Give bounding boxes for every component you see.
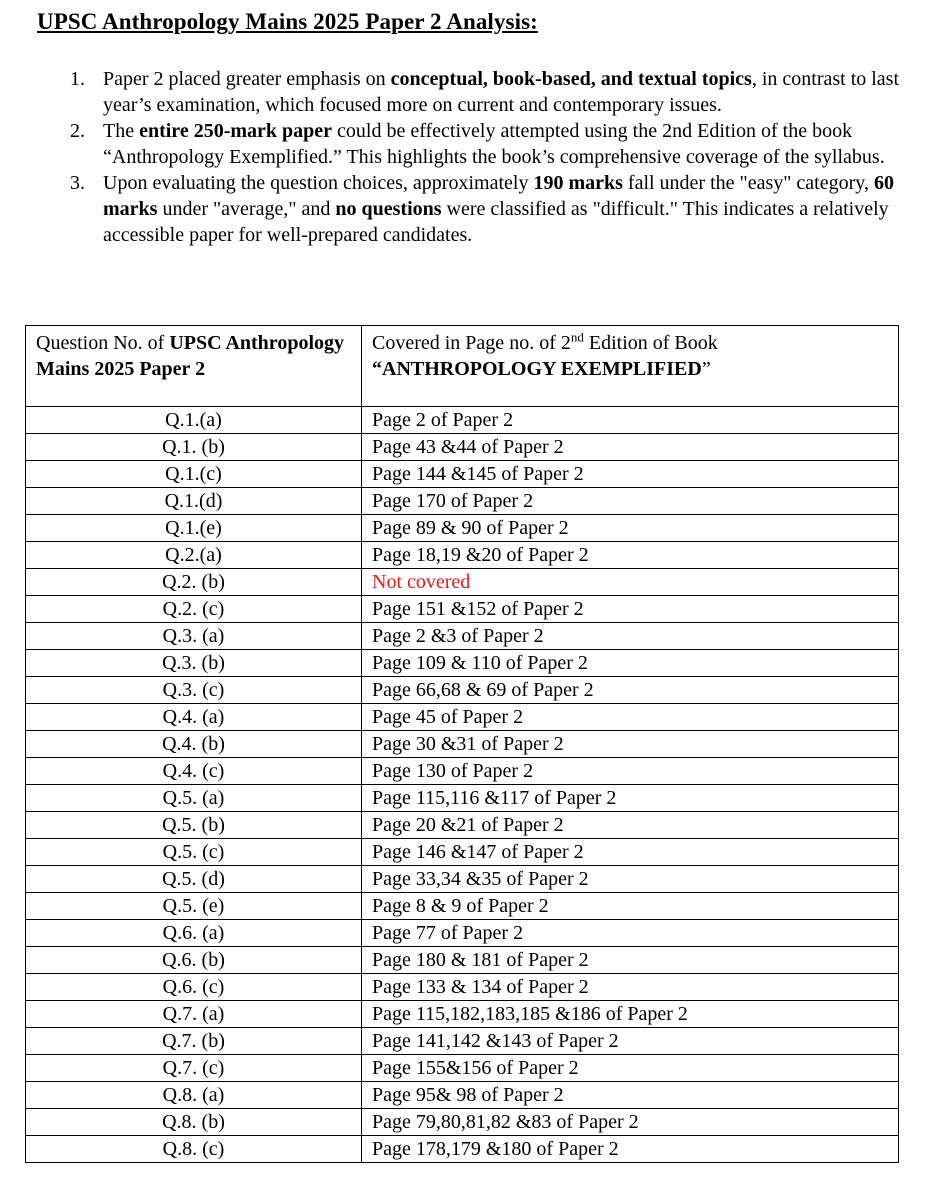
- table-row: [26, 1028, 899, 1055]
- question-number-cell: Q.1. (b): [26, 434, 362, 461]
- question-number-cell: Q.5. (c): [26, 839, 362, 866]
- question-number-cell: Q.7. (b): [26, 1028, 362, 1055]
- table-row: [26, 407, 899, 434]
- table-row: [26, 731, 899, 758]
- page-reference-cell: Page 170 of Paper 2: [362, 488, 899, 515]
- point-number: 3.: [70, 172, 85, 194]
- analysis-point-3: 3. Upon evaluating the question choices, approximately 190 marks fall under the "easy" category, 60 marks under "average," and no questions were classified as "difficult." This indicates a relatively accessible paper for well-prepared candidates.: [70, 172, 894, 246]
- question-number-cell: Q.2. (c): [26, 596, 362, 623]
- question-number-cell: Q.1.(c): [26, 461, 362, 488]
- question-number-cell: Q.6. (b): [26, 947, 362, 974]
- table-row: [26, 947, 899, 974]
- table-row: [26, 1001, 899, 1028]
- question-number-cell: Q.5. (d): [26, 866, 362, 893]
- page-reference-cell: Page 33,34 &35 of Paper 2: [362, 866, 899, 893]
- analysis-point-1: 1. Paper 2 placed greater emphasis on conceptual, book-based, and textual topics, in contrast to last year’s examination, which focused more on current and contemporary issues.: [70, 68, 900, 116]
- question-number-cell: Q.3. (a): [26, 623, 362, 650]
- question-number-cell: Q.1.(a): [26, 407, 362, 434]
- table-row: [26, 704, 899, 731]
- page-reference-cell: Page 144 &145 of Paper 2: [362, 461, 899, 488]
- page-reference-cell: Page 178,179 &180 of Paper 2: [362, 1136, 899, 1163]
- page-mapping-table: [25, 325, 899, 1163]
- page-reference-cell: Page 146 &147 of Paper 2: [362, 839, 899, 866]
- page-reference-cell: Page 151 &152 of Paper 2: [362, 596, 899, 623]
- table-row: [26, 434, 899, 461]
- page-reference-cell: Page 66,68 & 69 of Paper 2: [362, 677, 899, 704]
- page-reference-cell: Page 95& 98 of Paper 2: [362, 1082, 899, 1109]
- page-reference-cell: Page 20 &21 of Paper 2: [362, 812, 899, 839]
- table-row: [26, 893, 899, 920]
- question-number-cell: Q.8. (b): [26, 1109, 362, 1136]
- header-covered-page: Covered in Page no. of 2nd Edition of Book “ANTHROPOLOGY EXEMPLIFIED”: [362, 326, 899, 407]
- page-reference-cell: Page 30 &31 of Paper 2: [362, 731, 899, 758]
- page-reference-cell: Page 130 of Paper 2: [362, 758, 899, 785]
- question-number-cell: Q.6. (c): [26, 974, 362, 1001]
- question-number-cell: Q.8. (c): [26, 1136, 362, 1163]
- table-row: [26, 920, 899, 947]
- question-number-cell: Q.8. (a): [26, 1082, 362, 1109]
- table-row: [26, 812, 899, 839]
- table-row: [26, 461, 899, 488]
- question-number-cell: Q.7. (a): [26, 1001, 362, 1028]
- table-row: [26, 866, 899, 893]
- table-row: [26, 839, 899, 866]
- header-question-no: Question No. of UPSC Anthropology Mains 2025 Paper 2: [26, 326, 362, 407]
- page-reference-cell: Page 18,19 &20 of Paper 2: [362, 542, 899, 569]
- table-row: [26, 785, 899, 812]
- table-row: [26, 542, 899, 569]
- page-reference-cell: Page 43 &44 of Paper 2: [362, 434, 899, 461]
- page-reference-cell: Page 115,182,183,185 &186 of Paper 2: [362, 1001, 899, 1028]
- table-row: [26, 974, 899, 1001]
- question-number-cell: Q.5. (e): [26, 893, 362, 920]
- analysis-points: [70, 66, 900, 248]
- table-row: [26, 1109, 899, 1136]
- point-number: 1.: [70, 68, 85, 90]
- table-row: [26, 677, 899, 704]
- question-number-cell: Q.4. (c): [26, 758, 362, 785]
- page-reference-cell: Page 2 &3 of Paper 2: [362, 623, 899, 650]
- page-reference-cell: Page 180 & 181 of Paper 2: [362, 947, 899, 974]
- question-number-cell: Q.2.(a): [26, 542, 362, 569]
- question-number-cell: Q.2. (b): [26, 569, 362, 596]
- page-reference-cell: Page 141,142 &143 of Paper 2: [362, 1028, 899, 1055]
- page-reference-cell: Page 45 of Paper 2: [362, 704, 899, 731]
- table-body: [26, 407, 899, 1163]
- question-number-cell: Q.7. (c): [26, 1055, 362, 1082]
- table-row: [26, 1136, 899, 1163]
- table-row: [26, 569, 899, 596]
- page-reference-cell: Page 79,80,81,82 &83 of Paper 2: [362, 1109, 899, 1136]
- question-number-cell: Q.6. (a): [26, 920, 362, 947]
- table-row: [26, 650, 899, 677]
- page-reference-cell: Page 89 & 90 of Paper 2: [362, 515, 899, 542]
- point-number: 2.: [70, 120, 85, 142]
- table-header-row: [26, 326, 899, 407]
- table-row: [26, 515, 899, 542]
- page-reference-cell: Page 77 of Paper 2: [362, 920, 899, 947]
- analysis-point-2: 2. The entire 250-mark paper could be effectively attempted using the 2nd Edition of the book “Anthropology Exemplified.” This highlights the book’s comprehensive coverage of the syllabus.: [70, 120, 885, 168]
- page-reference-cell: Page 2 of Paper 2: [362, 407, 899, 434]
- page-title: UPSC Anthropology Mains 2025 Paper 2 Analysis:: [37, 9, 538, 34]
- page-reference-cell: Page 155&156 of Paper 2: [362, 1055, 899, 1082]
- question-number-cell: Q.3. (c): [26, 677, 362, 704]
- table-row: [26, 758, 899, 785]
- page-reference-cell: Page 115,116 &117 of Paper 2: [362, 785, 899, 812]
- question-number-cell: Q.5. (a): [26, 785, 362, 812]
- table-row: [26, 1055, 899, 1082]
- table-row: [26, 488, 899, 515]
- table-row: [26, 1082, 899, 1109]
- page-reference-cell: Page 109 & 110 of Paper 2: [362, 650, 899, 677]
- question-number-cell: Q.3. (b): [26, 650, 362, 677]
- question-number-cell: Q.4. (b): [26, 731, 362, 758]
- question-number-cell: Q.1.(d): [26, 488, 362, 515]
- question-number-cell: Q.5. (b): [26, 812, 362, 839]
- table-row: [26, 623, 899, 650]
- table-row: [26, 596, 899, 623]
- page-reference-cell: Page 8 & 9 of Paper 2: [362, 893, 899, 920]
- question-number-cell: Q.4. (a): [26, 704, 362, 731]
- page-reference-cell: Not covered: [362, 569, 899, 596]
- page-reference-cell: Page 133 & 134 of Paper 2: [362, 974, 899, 1001]
- question-number-cell: Q.1.(e): [26, 515, 362, 542]
